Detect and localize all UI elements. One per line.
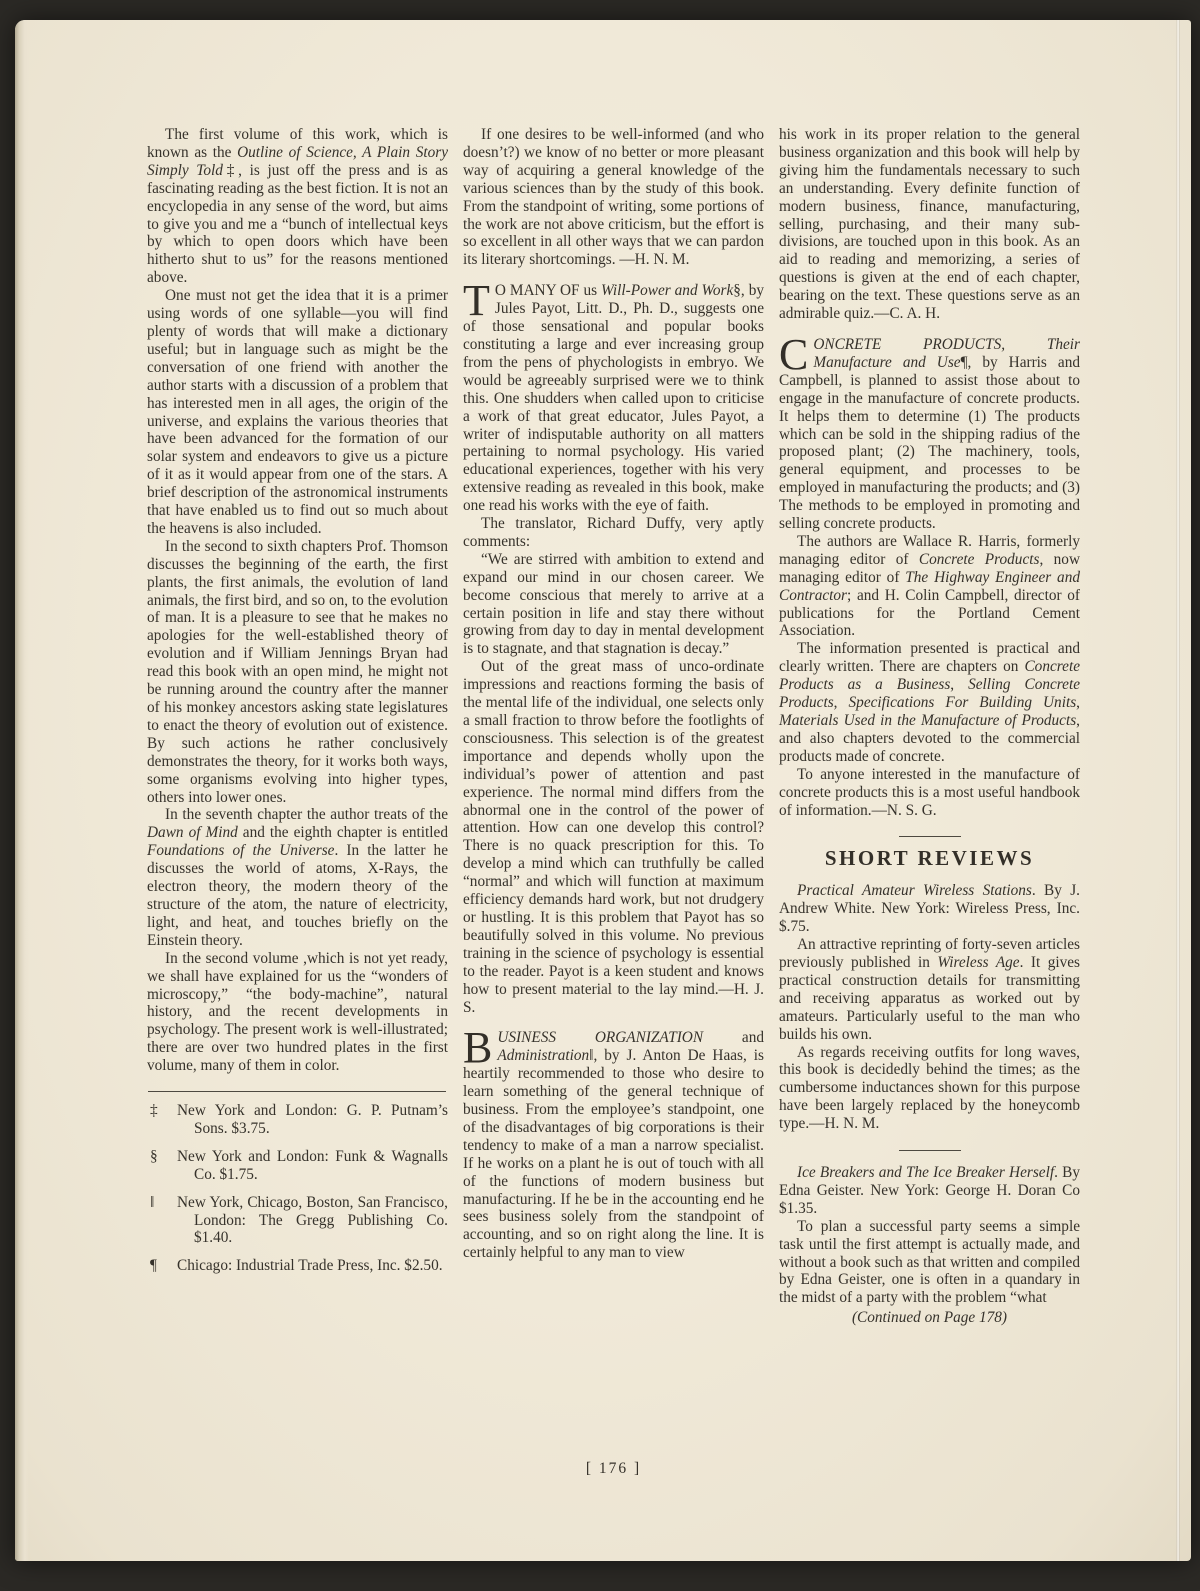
paragraph: “We are stirred with ambition to extend and expand our mind in our chosen career. We become conscious that merely to arrive at a certain position in life and stay there without growing from day to day in mental development is to stagnate, and that stagnation is decay.” (463, 550, 764, 658)
footnote-text: New York, Chicago, Boston, San Francisco, London: The Gregg Publishing Co. $1.40. (177, 1193, 448, 1247)
footnote (147, 1148, 448, 1184)
paragraph: One must not get the idea that it is a primer using words of one syllable—you will find plenty of words that will make a dictionary useful; but in language such as might be the conversation of one friend with another the author starts with a discussion of a problem that has interested men in all ages, the origin of the universe, and explains the various theories that have been advanced for the formation of our solar system and endeavors to give us a picture of it as it would appear from one of the stars. A brief description of the astronomical instruments that have enabled us to find out so much about the heavens is also included. (147, 287, 448, 537)
paragraph: In the second volume ,which is not yet ready, we shall have explained for us the “wonders of microscopy,” “the body-machine”, natural history, and the recent developments in psychology. The present work is well-illustrated; there are over two hundred plates in the first volume, many of them in color. (147, 949, 448, 1075)
dropcap-letter: T (463, 276, 490, 326)
column-middle (463, 126, 764, 1327)
footnote (147, 1257, 448, 1275)
page-number: [ 176 ] (585, 1460, 642, 1477)
paragraph: Ice Breakers and The Ice Breaker Herself. By Edna Geister. New York: George H. Doran Co $1.35. (779, 1164, 1080, 1217)
footnote-text: New York and London: G. P. Putnam’s Sons. $3.75. (177, 1102, 448, 1137)
separator-rule (899, 836, 961, 837)
paragraph: his work in its proper relation to the general business organization and this book will help by giving him the fundamentals necessary to such an understanding. Every definite function of modern business, finance, manufacturing, selling, purchasing, and their many sub-divisions, are touched upon in this book. As an aid to reading and memorizing, a series of questions is given at the end of each chapter, bearing on the text. These questions serve as an admirable quiz.—C. A. H. (779, 126, 1080, 323)
paragraph: Practical Amateur Wireless Stations. By J. Andrew White. New York: Wireless Press, Inc. $.75. (779, 882, 1080, 936)
paragraph: CONCRETE PRODUCTS, Their Manufacture and Use¶, by Harris and Campbell, is planned to assist those about to engage in the manufacture of concrete products. It helps them to determine (1) The products which can be sold in the shipping radius of the proposed plant; (2) The machinery, tools, general equipment, and processes to be employed in manufacturing the products; and (3) The methods to be employed in promoting and selling concrete products. (779, 329, 1080, 533)
paragraph: To anyone interested in the manufacture of concrete products this is a most useful handbook of information.—N. S. G. (779, 765, 1080, 819)
page-content (147, 126, 1080, 1327)
paragraph: As regards receiving outfits for long waves, this book is decidedly behind the times; as the cumbersome inductances shown for this purpose have been largely replaced by the honeycomb type.—H. N. M. (779, 1043, 1080, 1133)
dropcap-letter: B (463, 1023, 493, 1073)
separator-rule (148, 1091, 446, 1092)
footnote-symbol: ‖ (150, 1193, 155, 1211)
footnote (147, 1194, 448, 1248)
footnote-text: Chicago: Industrial Trade Press, Inc. $2.50. (177, 1257, 443, 1275)
paragraph: The translator, Richard Duffy, very aptly comments: (463, 515, 764, 550)
footnote-symbol: ‡ (150, 1102, 158, 1120)
paragraph: (Continued on Page 178) (851, 1309, 1008, 1327)
book-page-stack-edge (15, 20, 29, 1561)
footnote (147, 1102, 448, 1138)
column-right (779, 126, 1080, 1327)
paragraph: If one desires to be well-informed (and who doesn’t?) we know of no better or more pleasant way of acquiring a general knowledge of the various sciences than by the study of this book. From the standpoint of writing, some portions of the work are not above criticism, but the effort is so excellent in all other ways that we can pardon its literary shortcomings. —H. N. M. (463, 126, 764, 269)
paragraph: T O MANY OF us Will-Power and Work§, by Jules Payot, Litt. D., Ph. D., suggests one of those sensational and popular books constituting a large and ever increasing group from the pens of phychologists in embryo. We would be agreeably surprised were we to think this. One shudders when called upon to criticise a work of that great educator, Jules Payot, a writer of indisputable authority on all matters pertaining to normal psychology. His varied educational experiences, together with his very extensive reading as revealed in this book, make one read his works with the eye of faith. (463, 276, 764, 515)
section-heading: SHORT REVIEWS (824, 846, 1035, 871)
paragraph: The information presented is practical and clearly written. There are chapters on Concrete Products as a Business, Selling Concrete Products, Specifications For Building Units, Materials Used in the Manufacture of Products, and also chapters devoted to the commercial products made of concrete. (779, 640, 1081, 765)
separator-rule (899, 1150, 961, 1151)
scanned-magazine-page (15, 20, 1191, 1561)
column-left (147, 126, 448, 1327)
footnote-text: New York and London: Funk & Wagnalls Co. $1.75. (177, 1147, 448, 1183)
footnote-symbol: ¶ (150, 1257, 157, 1275)
paragraph: The authors are Wallace R. Harris, formerly managing editor of Concrete Products, now managing editor of The Highway Engineer and Contractor; and H. Colin Campbell, director of publications for the Portland Cement Association. (779, 532, 1081, 640)
footnote-symbol: § (150, 1147, 158, 1165)
paragraph: To plan a successful party seems a simple task until the first attempt is actually made, and without a book such as that written and compiled by Edna Geister, one is often in a quandary in the midst of a party with the problem “what (779, 1217, 1080, 1307)
dropcap-letter: C (779, 329, 809, 379)
paragraph: An attractive reprinting of forty-seven articles previously published in Wireless Age. It gives practical construction details for transmitting and receiving apparatus as worked out by amateurs. Particularly useful to the man who builds his own. (779, 936, 1080, 1043)
paragraph: In the seventh chapter the author treats of the Dawn of Mind and the eighth chapter is entitled Foundations of the Universe. In the latter he discusses the world of atoms, X-Rays, the electron theory, the modern theory of the structure of the atom, the nature of electricity, light, and heat, and touches briefly on the Einstein theory. (147, 806, 448, 949)
paragraph: In the second to sixth chapters Prof. Thomson discusses the beginning of the earth, the first plants, the first animals, the evolution of land animals, the first bird, and so on, to the evolution of man. It is a pleasure to see that he makes no apologies for the well-established theory of evolution and if William Jennings Bryan had read this book with an open mind, he might not be running around the country after the manner of his monkey ancestors asking state legislatures to enact the theory of evolution out of existence. By such actions he rather conclusively demonstrates the theory, for it works both ways, some organisms evolving into higher types, others into lower ones. (147, 537, 448, 806)
page-crease (1176, 20, 1180, 1561)
paragraph: BUSINESS ORGANIZATION and Administration‖, by J. Anton De Haas, is heartily recommended to those who desire to learn something of the general technique of business. From the employee’s standpoint, one of the disadvantages of big corporations is their tendency to make of a man a narrow specialist. If he works on a plant he is out of touch with all of the functions of modern business but manufacturing. If he be in the accounting end he sees business solely from the standpoint of accounting, and so on right along the line. It is certainly helpful to any man to view (463, 1023, 764, 1262)
paragraph: The first volume of this work, which is known as the Outline of Science, A Plain Story Simply Told‡, is just off the press and is as fascinating reading as the best fiction. It is not an encyclopedia in any sense of the word, but aims to give you and me a “bunch of intellectual keys by which to open doors which have been hitherto shut to us” for the reasons mentioned above. (147, 126, 449, 287)
paragraph: Out of the great mass of unco-ordinate impressions and reactions forming the basis of the mental life of the individual, one selects only a small fraction to throw before the footlights of consciousness. This selection is of the greatest importance and depends wholly upon the individual’s power of attention and past experience. The normal mind differs from the abnormal one in the control of the power of attention. How can one develop this control? There is no quack prescription for this. To develop a mind which can truthfully be called “normal” and which will function at maximum efficiency demands hard work, but not drudgery or hustling. It is this problem that Payot has so beautifully solved in this volume. No previous training in the science of psychology is essential to the reader. Payot is a keen student and knows how to present material to the lay mind.—H. J. S. (463, 658, 764, 1016)
